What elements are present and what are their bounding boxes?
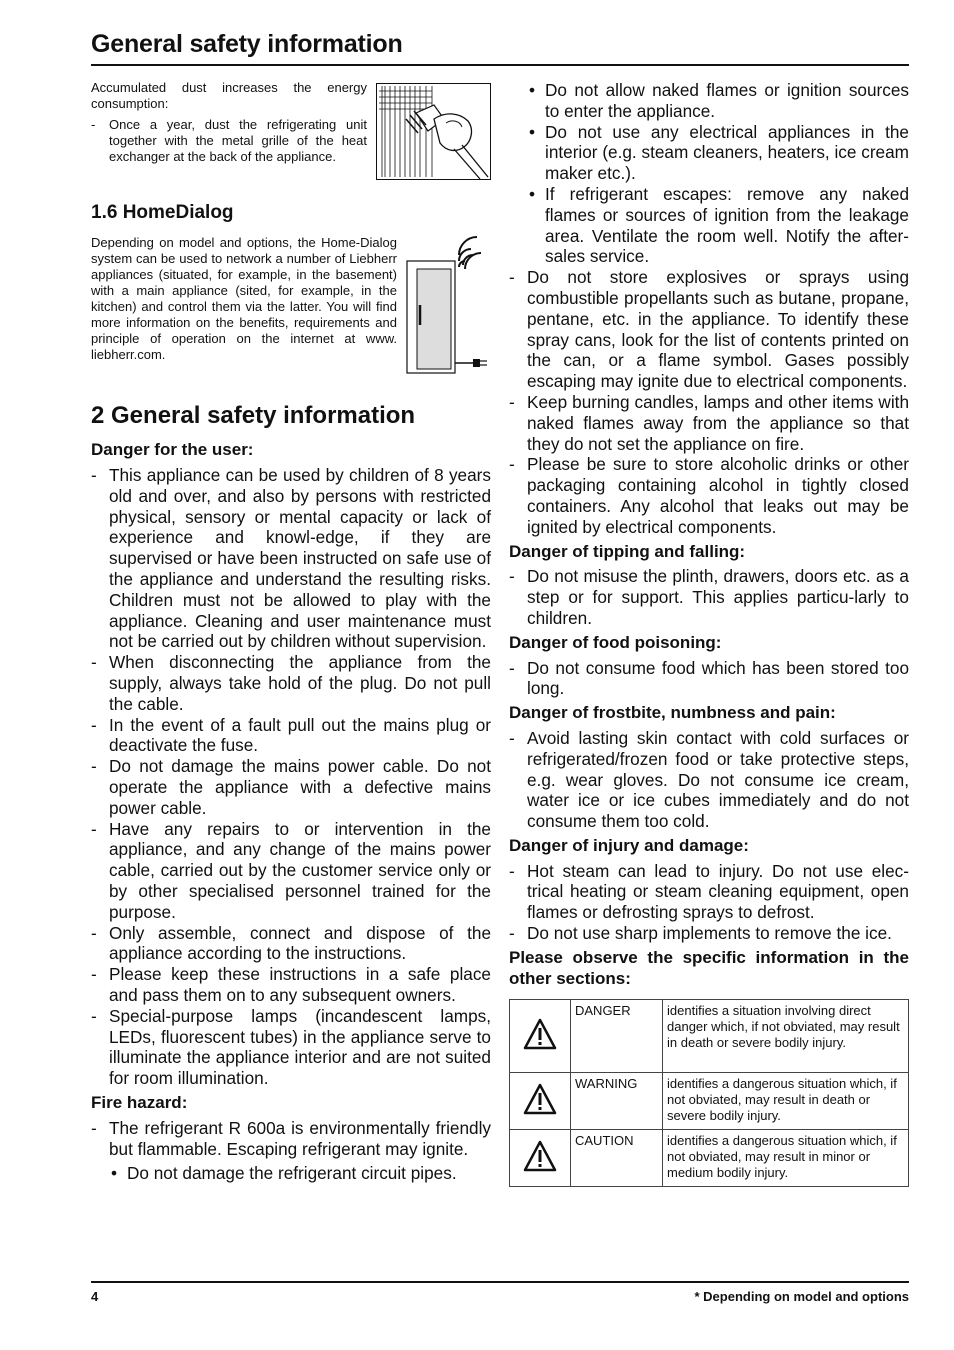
list-item: • Do not use any electrical appliances in the interior (e.g. steam cleaners, heaters, ice cream maker etc.). bbox=[527, 122, 909, 184]
list-item: • Do not allow naked flames or ignition sources to enter the appliance. bbox=[527, 80, 909, 122]
left-column bbox=[91, 80, 491, 1184]
warning-text: identifies a dangerous situation which, if not obviated, may result in minor or medium bodily injury. bbox=[663, 1130, 909, 1187]
dust-section bbox=[91, 80, 367, 165]
warning-triangle-icon bbox=[510, 1000, 571, 1073]
list-item: - Keep burning candles, lamps and other items with naked flames away from the appliance so that they do not set the appliance on fire. bbox=[509, 392, 909, 454]
list-item: - Please be sure to store alcoholic drinks or other packaging containing alcohol in tightly closed containers. Any alcohol that leaks out may be ignited by electrical components. bbox=[509, 454, 909, 537]
list-item: - When disconnecting the appliance from the supply, always take hold of the plug. Do not pull the cable. bbox=[91, 652, 491, 714]
list-item: - Avoid lasting skin contact with cold surfaces or refrigerated/frozen food or take protective steps, e.g. wear gloves. Do not consume ice cream, water ice or ice cubes immediately and do not consume them too cold. bbox=[509, 728, 909, 832]
food-heading: Danger of food poisoning: bbox=[509, 632, 722, 652]
warning-text: identifies a situation involving direct danger which, if not obviated, may result in death or severe bodily injury. bbox=[663, 1000, 909, 1073]
tipping-heading: Danger of tipping and falling: bbox=[509, 541, 746, 561]
footer-note: * Depending on model and options bbox=[694, 1289, 909, 1304]
warning-label: WARNING bbox=[571, 1073, 663, 1130]
list-item: - Only assemble, connect and dispose of the appliance according to the instructions. bbox=[91, 923, 491, 965]
user-danger-list bbox=[91, 465, 491, 1184]
warning-text: identifies a dangerous situation which, if not obviated, may result in death or severe bodily injury. bbox=[663, 1073, 909, 1130]
right-column bbox=[509, 80, 909, 1187]
dust-cleaning-illustration bbox=[376, 83, 491, 180]
safety-heading: 2 General safety information bbox=[91, 402, 416, 429]
page-title: General safety information bbox=[91, 30, 403, 58]
table-row bbox=[510, 1000, 909, 1073]
warning-label: CAUTION bbox=[571, 1130, 663, 1187]
page-footer bbox=[91, 1281, 909, 1304]
injury-heading: Danger of injury and damage: bbox=[509, 835, 749, 855]
dust-item: - Once a year, dust the refrigerating unit together with the metal grille of the heat exchanger at the back of the appliance. bbox=[91, 117, 367, 165]
warning-levels-table bbox=[509, 999, 909, 1187]
header-rule bbox=[91, 64, 909, 66]
list-item: • If refrigerant escapes: remove any naked flames or sources of ignition from the leakage area. Ventilate the room well. Notify the after-sales service. bbox=[527, 184, 909, 267]
list-item: - Do not consume food which has been stored too long. bbox=[509, 658, 909, 700]
table-row bbox=[510, 1073, 909, 1130]
homedialog-heading: 1.6 HomeDialog bbox=[91, 202, 234, 223]
list-item: - Have any repairs to or intervention in the appliance, and any change of the mains power cable, carried out by the customer service only or by other specialised personnel trained for the purpose. bbox=[91, 819, 491, 923]
list-item: - This appliance can be used by children of 8 years old and over, and also by persons with restricted physical, sensory or mental capacity or lack of experience and knowl-edge, if they are supervised or have been instructed on safe use of the appliance and understand the resulting risks. Children must not be allowed to play with the appliance. Cleaning and user maintenance must not be carried out by children without supervision. bbox=[91, 465, 491, 652]
list-item: - The refrigerant R 600a is environmentally friendly but flammable. Escaping refrigerant may ignite. bbox=[91, 1118, 491, 1160]
warning-label: DANGER bbox=[571, 1000, 663, 1073]
list-item: - Do not damage the mains power cable. Do not operate the appliance with a defective mains power cable. bbox=[91, 756, 491, 818]
table-row bbox=[510, 1130, 909, 1187]
list-item: - Do not store explosives or sprays using combustible propellants such as butane, propane, pentane, etc. in the appliance. To identify these spray cans, look for the list of contents printed on the can, or a flame symbol. Gases possibly escaping may ignite due to electrical components. bbox=[509, 267, 909, 392]
user-danger-heading: Danger for the user: bbox=[91, 440, 254, 459]
list-item: - Do not use sharp implements to remove the ice. bbox=[509, 923, 909, 944]
page-header bbox=[91, 30, 909, 66]
list-item: - Please keep these instructions in a safe place and pass them on to any subsequent owners. bbox=[91, 964, 491, 1006]
warning-triangle-icon bbox=[510, 1130, 571, 1187]
frost-heading: Danger of frostbite, numbness and pain: bbox=[509, 703, 836, 723]
observe-note: Please observe the specific information in the other sections: bbox=[509, 947, 909, 988]
list-item: - Special-purpose lamps (incandescent lamps, LEDs, fluorescent tubes) in the appliance serve to illuminate the appliance interior and are not suited for room illumination. bbox=[91, 1006, 491, 1089]
list-item: • Do not damage the refrigerant circuit pipes. bbox=[109, 1163, 491, 1184]
list-item: - Hot steam can lead to injury. Do not use elec-trical heating or steam cleaning equipment, open flames or defrosting sprays to defrost. bbox=[509, 861, 909, 923]
list-item: - In the event of a fault pull out the mains plug or deactivate the fuse. bbox=[91, 715, 491, 757]
homedialog-section bbox=[91, 235, 397, 363]
fire-heading: Fire hazard: bbox=[91, 1092, 188, 1112]
dust-intro: Accumulated dust increases the energy consumption: bbox=[91, 80, 367, 111]
homedialog-text: Depending on model and options, the Home-Dialog system can be used to network a number of Liebherr appliances (situated, for example, in the basement) with a main appliance (sited, for example, in the kitchen) and control them via the latter. You will find more information on the benefits, requirements and principle of operation on the internet at www. liebherr.com. bbox=[91, 235, 397, 362]
home-appliance-illustration bbox=[403, 235, 491, 375]
warning-triangle-icon bbox=[510, 1073, 571, 1130]
list-item: - Do not misuse the plinth, drawers, doors etc. as a step or for support. This applies particu-larly to children. bbox=[509, 566, 909, 628]
page-number: 4 bbox=[91, 1289, 99, 1304]
